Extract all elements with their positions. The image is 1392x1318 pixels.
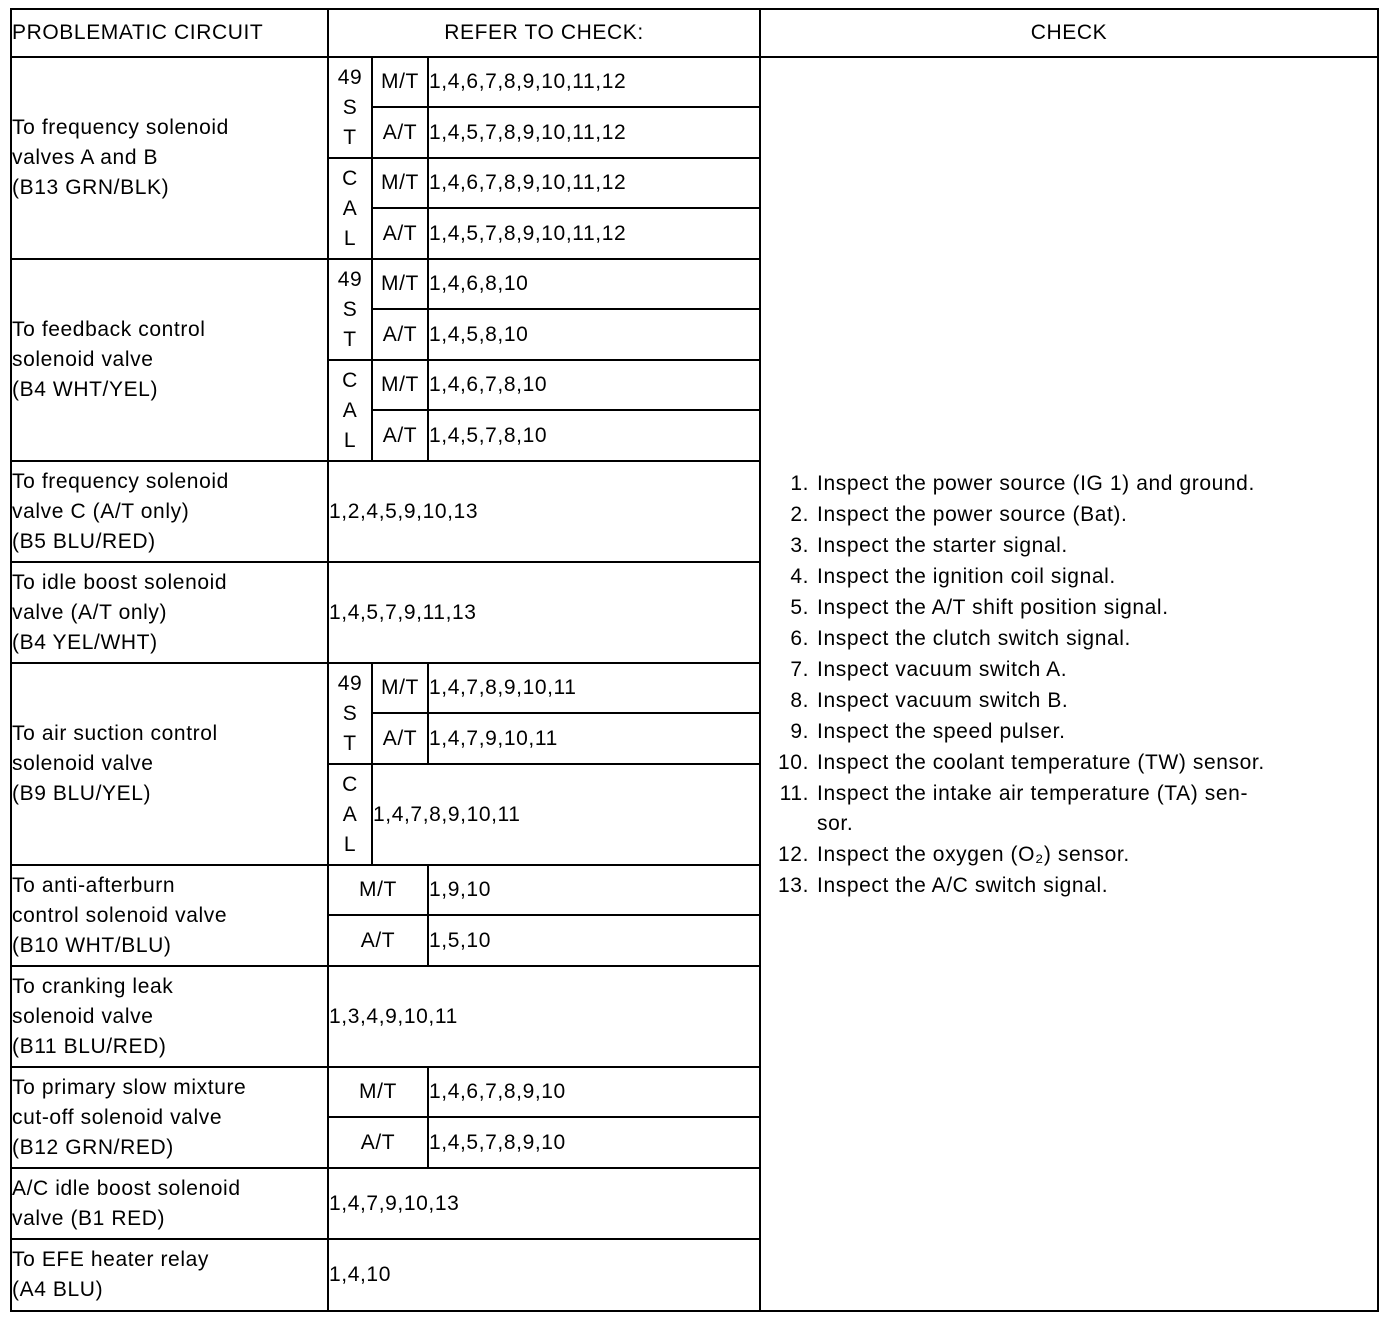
circuit-line: (B10 WHT/BLU) [12,933,172,957]
circuit-line: valve C (A/T only) [12,499,190,523]
region-cal: C A L [328,764,372,865]
circuit-line: To feedback control [12,318,206,341]
region-49st: 49 S T [328,663,372,764]
trans-at: A/T [372,208,428,259]
trans-at: A/T [372,309,428,360]
circuit-cranking [11,966,328,1067]
check-codes: 1,4,5,7,8,9,10,11,12 [428,208,760,259]
trans-mt: M/T [372,259,428,309]
check-item: 6. Inspect the clutch switch signal. [790,626,1131,650]
check-codes: 1,4,7,8,9,10,11 [428,663,760,713]
check-item: 13. Inspect the A/C switch signal. [778,873,1109,897]
check-item: 7. Inspect vacuum switch A. [790,657,1068,681]
trans-at: A/T [328,1117,428,1168]
check-item-continuation: sor. [817,811,854,835]
circuit-efe [11,1239,328,1311]
circuit-line: To primary slow mixture [12,1075,247,1099]
circuit-line: (B5 BLU/RED) [12,529,156,553]
check-codes: 1,4,6,7,8,10 [428,360,760,410]
circuit-line: (B9 BLU/YEL) [12,782,152,805]
circuit-line: (B11 BLU/RED) [12,1034,167,1058]
check-item: 4. Inspect the ignition coil signal. [790,564,1116,588]
circuit-line: valve (B1 RED) [12,1206,166,1230]
header-check: CHECK [760,9,1378,57]
circuit-air-suction [11,663,328,865]
trans-mt: M/T [372,158,428,208]
check-codes: 1,4,7,9,10,11 [428,713,760,764]
header-refer: REFER TO CHECK: [328,9,760,57]
region-cal: C A L [328,158,372,259]
circuit-line: valve (A/T only) [12,600,168,624]
trans-at: A/T [372,107,428,158]
circuit-line: solenoid valve [12,1004,154,1028]
check-codes: 1,4,10 [328,1239,760,1311]
region-49st: 49 S T [328,259,372,360]
check-item: 5. Inspect the A/T shift position signal. [790,595,1169,619]
check-codes: 1,4,6,8,10 [428,259,760,309]
check-codes: 1,4,7,9,10,13 [328,1168,760,1239]
check-item: 8. Inspect vacuum switch B. [790,688,1069,712]
circuit-line: (B4 WHT/YEL) [12,378,159,401]
trans-mt: M/T [372,360,428,410]
check-codes: 1,4,6,7,8,9,10 [428,1067,760,1117]
circuit-line: valves A and B [12,146,159,169]
check-codes: 1,4,5,7,8,9,10 [428,1117,760,1168]
circuit-anti-afterburn [11,865,328,966]
circuit-line: To idle boost solenoid [12,570,228,594]
check-codes: 1,9,10 [428,865,760,915]
check-item: 1. Inspect the power source (IG 1) and ground. [790,471,1255,495]
check-item: 2. Inspect the power source (Bat). [790,502,1128,526]
circuit-line: To frequency solenoid [12,116,229,139]
check-item: 9. Inspect the speed pulser. [790,719,1066,743]
check-codes: 1,4,5,8,10 [428,309,760,360]
circuit-line: To anti-afterburn [12,873,176,897]
check-codes: 1,4,5,7,8,10 [428,410,760,461]
check-item: 11. Inspect the intake air temperature (TA) sen- [779,781,1249,805]
check-codes: 1,4,6,7,8,9,10,11,12 [428,158,760,208]
check-item: 3. Inspect the starter signal. [790,533,1068,557]
circuit-line: (B13 GRN/BLK) [12,176,170,199]
circuit-line: To air suction control [12,722,218,745]
trans-at: A/T [372,713,428,764]
check-codes: 1,4,5,7,8,9,10,11,12 [428,107,760,158]
header-circuit: PROBLEMATIC CIRCUIT [11,9,328,57]
circuit-line: (A4 BLU) [12,1278,104,1301]
circuit-line: cut-off solenoid valve [12,1105,223,1129]
check-item: 10. Inspect the coolant temperature (TW) sensor. [778,750,1265,774]
circuit-line: To cranking leak [12,974,174,998]
trans-mt: M/T [372,57,428,107]
circuit-line: (B4 YEL/WHT) [12,630,158,654]
diagnostic-table [10,8,1379,1312]
trans-mt: M/T [328,865,428,915]
circuit-line: (B12 GRN/RED) [12,1135,174,1159]
check-codes: 1,2,4,5,9,10,13 [328,461,760,562]
region-49st: 49 S T [328,57,372,158]
circuit-primary-slow [11,1067,328,1168]
circuit-line: To frequency solenoid [12,469,229,493]
check-codes: 1,5,10 [428,915,760,966]
trans-at: A/T [372,410,428,461]
check-item: 12. Inspect the oxygen (O₂) sensor. [778,842,1130,866]
check-codes: 1,3,4,9,10,11 [328,966,760,1067]
trans-mt: M/T [372,663,428,713]
trans-at: A/T [328,915,428,966]
circuit-line: To EFE heater relay [12,1248,209,1271]
check-codes: 1,4,5,7,9,11,13 [328,562,760,663]
circuit-feedback [11,259,328,461]
circuit-line: control solenoid valve [12,903,228,927]
circuit-line: solenoid valve [12,348,154,371]
circuit-line: A/C idle boost solenoid [12,1176,241,1200]
circuit-line: solenoid valve [12,752,154,775]
region-cal: C A L [328,360,372,461]
circuit-idle-boost [11,562,328,663]
diagnostic-table-page [10,8,1377,1310]
check-codes: 1,4,6,7,8,9,10,11,12 [428,57,760,107]
trans-mt: M/T [328,1067,428,1117]
circuit-freq-c [11,461,328,562]
circuit-ac-idle [11,1168,328,1239]
check-codes: 1,4,7,8,9,10,11 [372,764,760,865]
circuit-freq-ab [11,57,328,259]
check-list [760,57,1378,1311]
